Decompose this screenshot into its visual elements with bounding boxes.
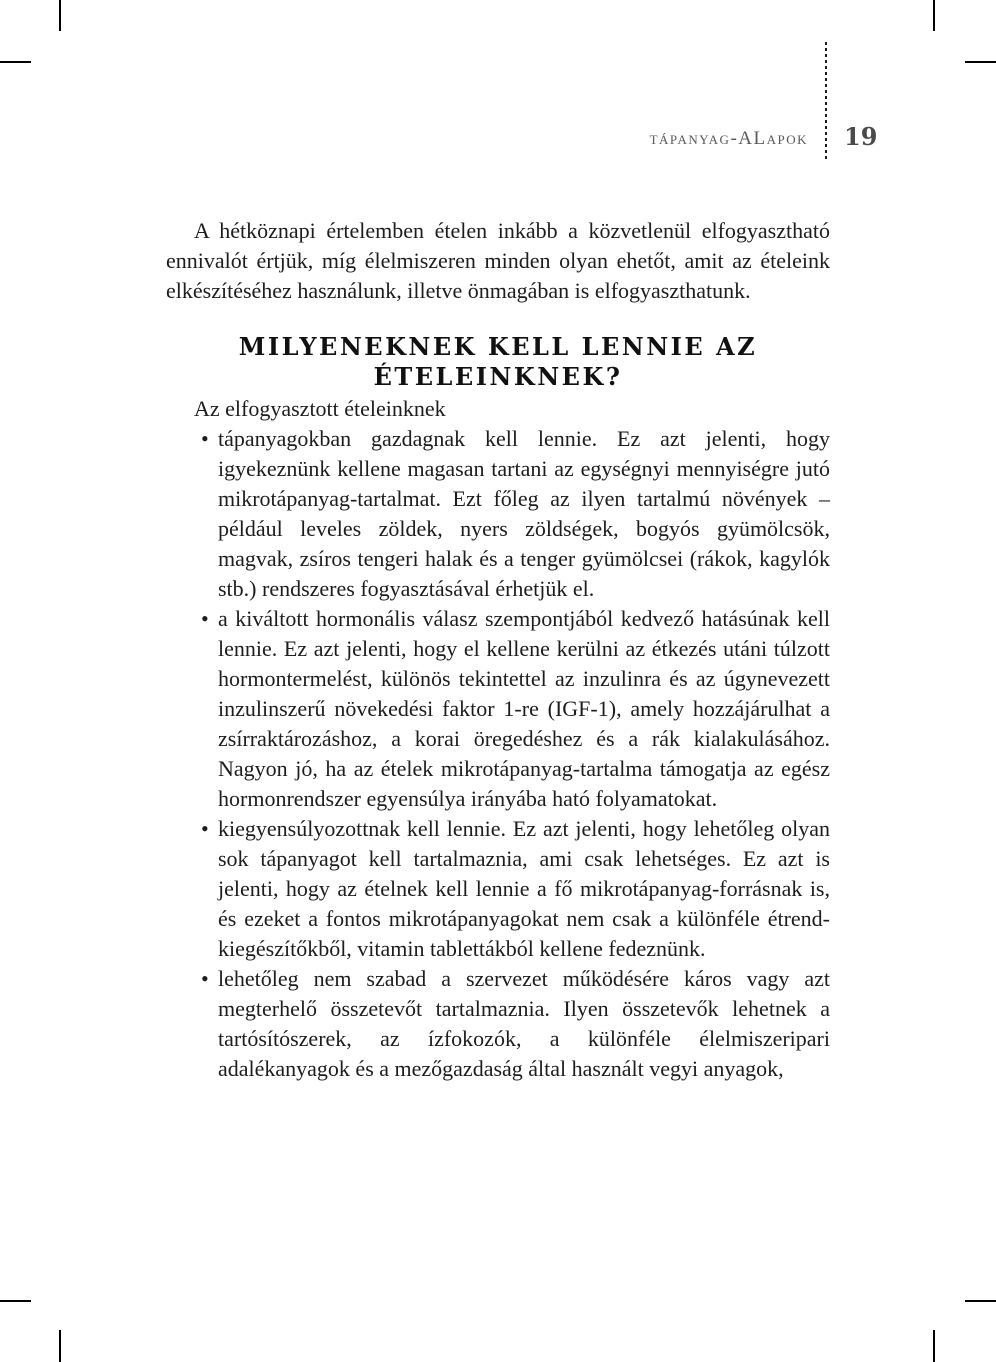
crop-mark-top-right-vertical bbox=[933, 0, 935, 31]
bullet-list bbox=[166, 424, 830, 1084]
intro-paragraph: A hétköznapi értelemben ételen inkább a közvetlenül elfogyasztható ennivalót értjük, míg élelmiszeren minden olyan ehetőt, amit az ételeink elkészítéséhez használunk, illetve önmagában is elfogyaszthatunk. bbox=[166, 218, 830, 303]
list-intro: Az elfogyasztott ételeinknek bbox=[194, 396, 446, 421]
running-head: tápanyag-ALapok bbox=[649, 128, 808, 149]
crop-mark-bottom-left-vertical bbox=[59, 1330, 61, 1362]
crop-mark-bottom-right-horizontal bbox=[965, 1300, 996, 1302]
header-dotted-divider bbox=[825, 42, 827, 159]
section-heading: MILYENEKNEK KELL LENNIE AZ ÉTELEINKNEK? bbox=[238, 332, 758, 391]
list-item: • tápanyagokban gazdagnak kell lennie. Ez azt jelenti, hogy igyekeznünk kellene magasan tartani az egységnyi mennyiségre jutó mikrotápanyag-tartalmat. Ezt főleg az ilyen tartalmú növények – például leveles zöldek, nyers zöldségek, bogyós gyümölcsök, magvak, zsíros tengeri halak és a tenger gyümölcsei (rákok, kagylók stb.) rendszeres fogyasztásával érhetjük el. bbox=[218, 424, 830, 604]
list-item: • lehetőleg nem szabad a szervezet működésére káros vagy azt megterhelő összetevőt tartalmaznia. Ilyen összetevők lehetnek a tartósítószerek, az ízfokozók, a különféle élelmiszeripari adalékanyagok és a mezőgazdaság által használt vegyi anyagok, bbox=[218, 964, 830, 1084]
page-number: 19 bbox=[844, 122, 878, 151]
crop-mark-top-left-horizontal bbox=[0, 61, 31, 63]
crop-mark-bottom-left-horizontal bbox=[0, 1300, 31, 1302]
list-item: • a kiváltott hormonális válasz szempontjából kedvező hatásúnak kell lennie. Ez azt jelenti, hogy el kellene kerülni az étkezés utáni túlzott hormontermelést, különös tekintettel az inzulinra és az úgynevezett inzulinszerű növekedési faktor 1-re (IGF-1), amely hozzájárulhat a zsírraktározáshoz, a korai öregedéshez és a rák kialakulásához. Nagyon jó, ha az ételek mikrotápanyag-tartalma támogatja az egész hormonrendszer egyensúlya irányába ható folyamatokat. bbox=[218, 604, 830, 814]
crop-mark-top-right-horizontal bbox=[965, 61, 996, 63]
text-column bbox=[166, 216, 830, 1084]
crop-mark-top-left-vertical bbox=[59, 0, 61, 31]
list-item: • kiegyensúlyozottnak kell lennie. Ez azt jelenti, hogy lehetőleg olyan sok tápanyagot kell tartalmaznia, ami csak lehetséges. Ez azt is jelenti, hogy az ételnek kell lennie a fő mikrotápanyag-forrásnak is, és ezeket a fontos mikrotápanyagokat nem csak a különféle étrend-kiegészítőkből, vitamin tablettákból kellene fedeznünk. bbox=[218, 814, 830, 964]
crop-mark-bottom-right-vertical bbox=[933, 1330, 935, 1362]
